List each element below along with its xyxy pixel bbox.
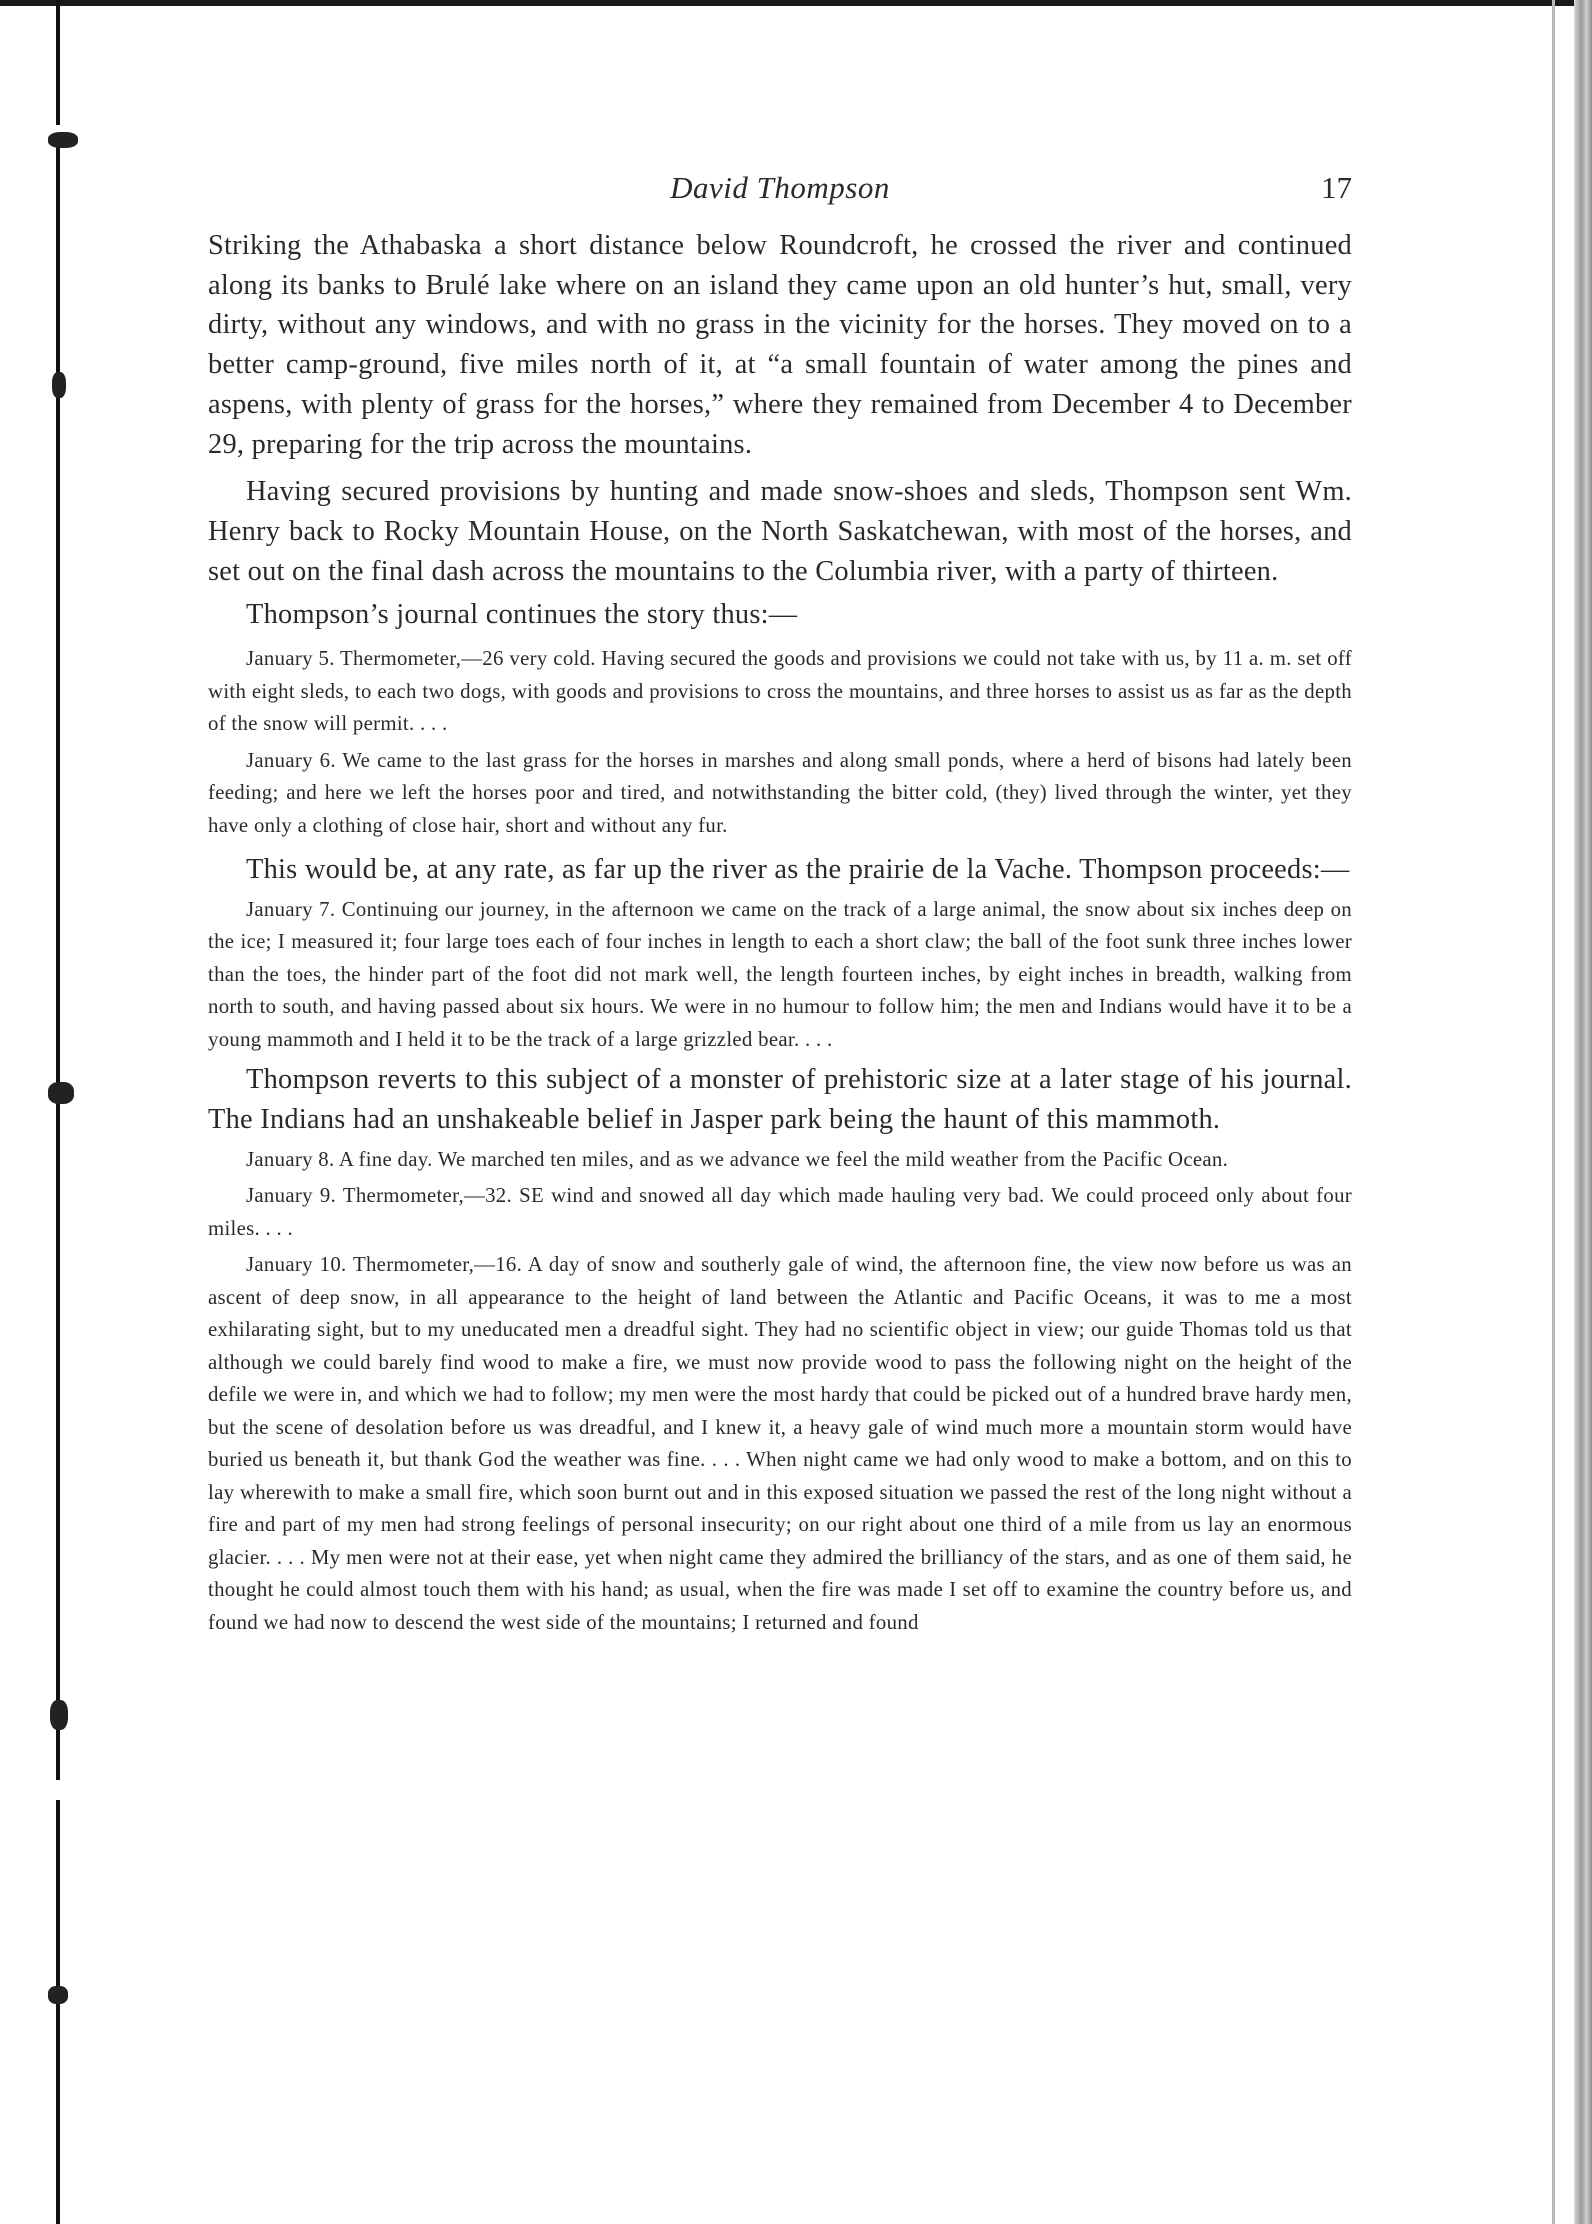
paragraph: Having secured provisions by hunting and made snow-shoes and sleds, Thompson sent Wm. Henry back to Rocky Mountain House, on the North Saskatchewan, with most of the horses, and set out on the final dash across the mountains to the Columbia river, with a party of thirteen. (208, 476, 1352, 587)
paragraph: Thompson reverts to this subject of a monster of prehistoric size at a later stage of his journal. The Indians had an unshakeable belief in Jasper park being the haunt of this mammoth. (208, 1064, 1352, 1135)
binding-clip (52, 372, 66, 398)
binding-line (56, 1800, 60, 2224)
paragraph: Striking the Athabaska a short distance below Roundcroft, he crossed the river and continued along its banks to Brulé lake where on an island they came upon an old hunter’s hut, small, very dirty, without any windows, and with no grass in the vicinity for the horses. They moved on to a better camp-ground, five miles north of it, at “a small fountain of water among the pines and aspens, with plenty of grass for the horses,” where they remained from December 4 to December 29, preparing for the trip across the mountains. (208, 230, 1352, 460)
journal-entry: January 5. Thermometer,—26 very cold. Having secured the goods and provisions we could not take with us, by 11 a. m. set off with eight sleds, to each two dogs, with goods and provisions to cross the mountains, and three horses to assist us as far as the depth of the snow will permit. . . . (208, 647, 1352, 736)
binding-clip (50, 1700, 68, 1730)
running-title: David Thompson (670, 170, 890, 205)
page-binding (0, 0, 100, 2224)
paragraph: This would be, at any rate, as far up the river as the prairie de la Vache. Thompson proceeds:— (246, 854, 1350, 886)
binding-clip (48, 132, 78, 148)
binding-clip (48, 1986, 68, 2004)
journal-entry: January 6. We came to the last grass for the horses in marshes and along small ponds, where a herd of bisons had lately been feeding; and here we left the horses poor and tired, and notwithstanding the bitter cold, (they) lived through the winter, yet they have only a clothing of close hair, short and without any fur. (208, 748, 1352, 837)
binding-line (56, 0, 60, 125)
journal-entry: January 10. Thermometer,—16. A day of snow and southerly gale of wind, the afternoon fine, the view now before us was an ascent of deep snow, in all appearance to the height of land between the Atlantic and Pacific Oceans, it was to me a most exhilarating sight, but to my uneducated men a dreadful sight. They had no scientific object in view; our guide Thomas told us that although we could barely find wood to make a fire, we must now provide wood to pass the following night on the height of the defile we were in, and which we had to follow; my men were the most hardy that could be picked out of a hundred brave hardy men, but the scene of desolation before us was dreadful, and I knew it, a heavy gale of wind much more a mountain storm would have buried us beneath it, but thank God the weather was fine. . . . When night came we had only wood to make a bottom, and on this to lay wherewith to make a small fire, which soon burnt out and in this exposed situation we passed the rest of the long night without a fire and part of my men had strong feelings of personal insecurity; on our right about one third of a mile from us lay an enormous glacier. . . . My men were not at their ease, yet when night came they admired the brilliancy of the stars, and as one of them said, he thought he could almost touch them with his hand; as usual, when the fire was made I set off to examine the country before us, and found we had now to descend the west side of the mountains; I returned and found (208, 1253, 1352, 1634)
paragraph: Thompson’s journal continues the story thus:— (246, 599, 798, 631)
binding-clip (48, 1082, 74, 1104)
book-page (208, 170, 1352, 1639)
journal-entry: January 9. Thermometer,—32. SE wind and snowed all day which made hauling very bad. We could proceed only about four miles. . . . (208, 1184, 1352, 1240)
journal-entry: January 7. Continuing our journey, in the afternoon we came on the track of a large animal, the snow about six inches deep on the ice; I measured it; four large toes each of four inches in length to each a short claw; the ball of the foot sunk three inches lower than the toes, the hinder part of the foot did not mark well, the length fourteen inches, by eight inches in breadth, walking from north to south, and having passed about six hours. We were in no humour to follow him; the men and Indians would have it to be a young mammoth and I held it to be the track of a large grizzled bear. . . . (208, 897, 1352, 1051)
page-number: 17 (1321, 170, 1352, 205)
scan-right-edge (1574, 0, 1592, 2224)
scan-right-edge-line (1552, 0, 1555, 2224)
running-head (208, 170, 1352, 226)
scan-top-edge (0, 0, 1592, 6)
journal-entry: January 8. A fine day. We marched ten miles, and as we advance we feel the mild weather from the Pacific Ocean. (246, 1147, 1229, 1171)
